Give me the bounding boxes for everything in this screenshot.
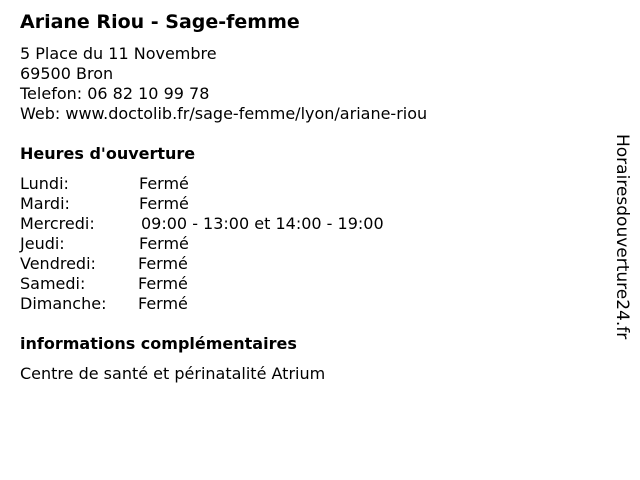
page-title: Ariane Riou - Sage-femme <box>20 11 300 33</box>
street-address: 5 Place du 11 Novembre <box>20 44 217 63</box>
day-hours: 09:00 - 13:00 et 14:00 - 19:00 <box>141 214 384 233</box>
day-label: Mardi: <box>20 194 70 213</box>
site-watermark: Horairesdouverture24.fr <box>612 134 632 340</box>
day-label: Jeudi: <box>20 234 65 253</box>
day-label: Vendredi: <box>20 254 96 273</box>
day-label: Dimanche: <box>20 294 107 313</box>
day-label: Mercredi: <box>20 214 95 233</box>
contact-block <box>20 44 427 124</box>
phone-number: Telefon: 06 82 10 99 78 <box>20 84 210 103</box>
day-hours: Fermé <box>138 274 188 293</box>
day-hours: Fermé <box>139 174 189 193</box>
day-label: Samedi: <box>20 274 86 293</box>
day-hours: Fermé <box>138 294 188 313</box>
day-label: Lundi: <box>20 174 69 193</box>
additional-info-heading: informations complémentaires <box>20 334 297 353</box>
day-hours: Fermé <box>138 254 188 273</box>
additional-info-text: Centre de santé et périnatalité Atrium <box>20 364 326 383</box>
opening-hours-heading: Heures d'ouverture <box>20 144 196 163</box>
day-hours: Fermé <box>139 234 189 253</box>
website-link[interactable]: Web: www.doctolib.fr/sage-femme/lyon/ariane-riou <box>20 104 428 123</box>
day-hours: Fermé <box>139 194 189 213</box>
postal-city: 69500 Bron <box>20 64 114 83</box>
